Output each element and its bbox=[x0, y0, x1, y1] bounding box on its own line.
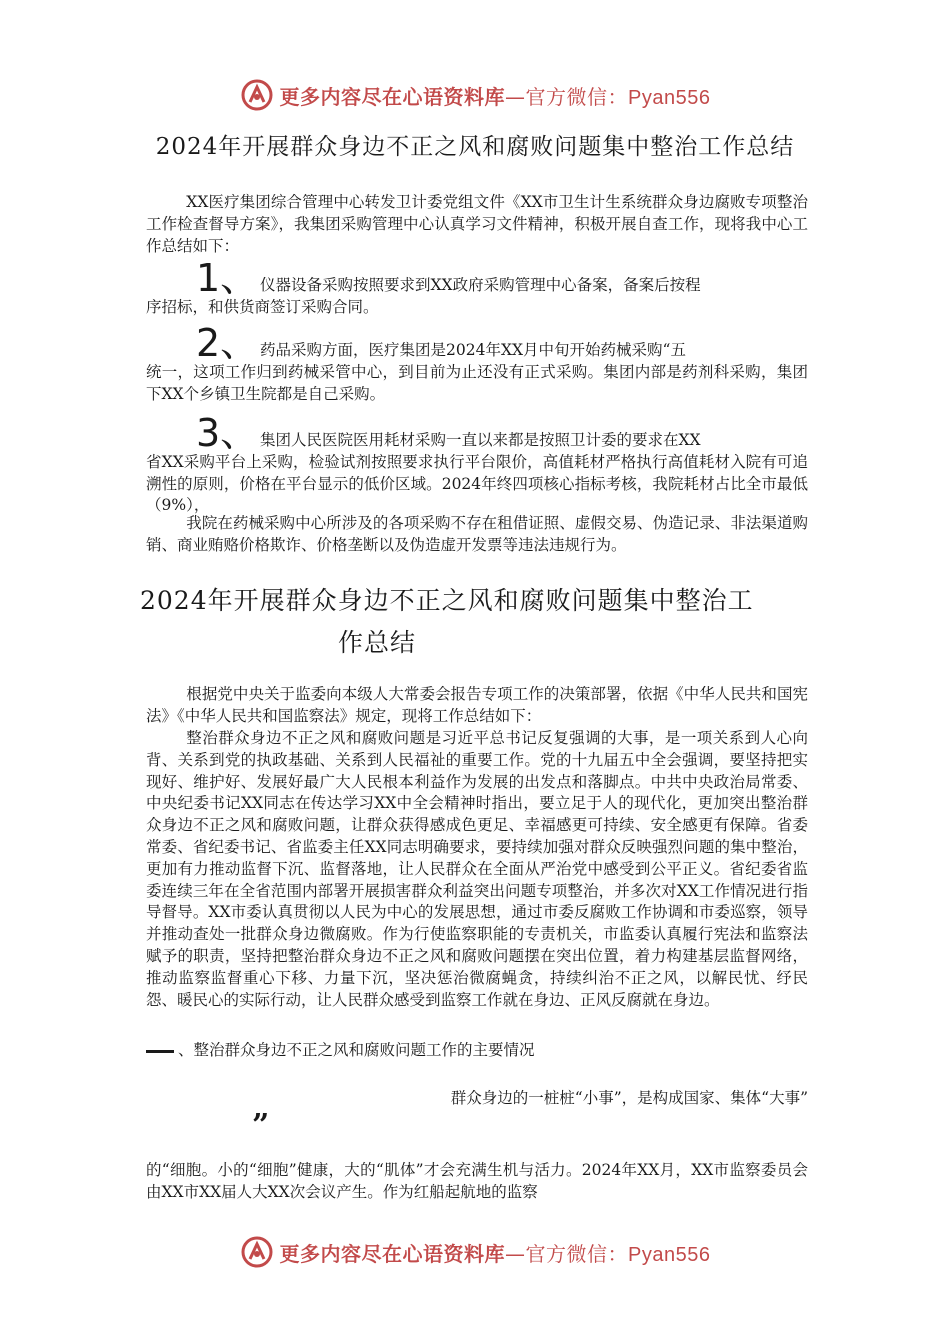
section-heading-text: 、整治群众身边不正之风和腐败问题工作的主要情况 bbox=[178, 1041, 535, 1059]
watermark-dash: — bbox=[505, 84, 526, 109]
quote-mark: ” bbox=[252, 1108, 270, 1143]
section-dash bbox=[146, 1050, 174, 1053]
item-number: 1、 bbox=[196, 256, 259, 300]
item-first-line: 药品采购方面，医疗集团是2024年XX月中旬开始药械采购“五 bbox=[260, 341, 686, 359]
item-rest: 统一，这项工作归到药械采管中心，到目前为止还没有正式采购。集团内部是药剂科采购，集团下XX个乡镇卫生院都是自己采购。 bbox=[146, 362, 808, 403]
item-rest: 省XX采购平台上采购，检验试剂按照要求执行平台限价，高值耗材严格执行高值耗材入院有可追溯性的原则，价格在平台显示的低价区域。2024年终四项核心指标考核，我院耗材占比全市最低（9%）， bbox=[146, 452, 808, 515]
item-first-line: 仪器设备采购按照要求到XX政府采购管理中心备案，备案后按程 bbox=[260, 276, 701, 294]
doc2-paragraph-3: 的“细胞。小的“细胞”健康，大的“肌体”才会充满生机与活力。2024年XX月，XX市监察委员会由XX市XX届人大XX次会议产生。作为红船起航地的监察 bbox=[146, 1161, 808, 1201]
doc2-right-line: 群众身边的一桩桩“小事”，是构成国家、集体“大事” bbox=[450, 1089, 808, 1107]
footer-watermark bbox=[0, 1232, 950, 1272]
logo-icon bbox=[240, 1235, 274, 1269]
watermark-contact: 官方微信： bbox=[525, 84, 629, 109]
watermark-text: 更多内容尽在心语资料库 bbox=[279, 1241, 506, 1266]
item-first-line: 集团人民医院医用耗材采购一直以来都是按照卫计委的要求在XX bbox=[260, 431, 701, 449]
item-number: 2、 bbox=[196, 321, 259, 365]
doc1-closing: 我院在药械采购中心所涉及的各项采购不存在租借证照、虚假交易、伪造记录、非法渠道购销、商业贿赂价格欺诈、价格垄断以及伪造虚开发票等违法违规行为。 bbox=[146, 514, 808, 554]
watermark-text: 更多内容尽在心语资料库 bbox=[279, 84, 506, 109]
doc1-item-1 bbox=[146, 256, 808, 319]
doc2-paragraph-2: 整治群众身边不正之风和腐败问题是习近平总书记反复强调的大事，是一项关系到人心向背、关系到党的执政基础、关系到人民福祉的重要工作。党的十九届五中全会强调，要坚持把实现好、维护好、发展好最广大人民根本利益作为发展的出发点和落脚点。中共中央政治局常委、中央纪委书记XX同志在传达学习XX中全会精神时指出，要立足于人的现代化，更加突出整治群众身边不正之风和腐败问题，让群众获得感成色更足、幸福感更可持续、安全感更有保障。省委常委、省纪委书记、省监委主任XX同志明确要求，要持续加强对群众反映强烈问题的集中整治，更加有力推动监督下沉、监督落地，让人民群众在全面从严治党中感受到公平正义。省纪委省监委连续三年在全省范围内部署开展损害群众利益突出问题专项整治，并多次对XX工作情况进行指导督导。XX市委认真贯彻以人民为中心的发展思想，通过市委反腐败工作协调和市委巡察，领导并推动查处一批群众身边微腐败。作为行使监察职能的专责机关，市监委认真履行宪法和监察法赋予的职责，坚持把整治群众身边不正之风和腐败问题摆在突出位置，着力构建基层监督网络，推动监察监督重心下移、力量下沉，坚决惩治微腐蝇贪，持续纠治不正之风，以解民忧、纾民怨、暖民心的实际行动，让人民群众感受到监察工作就在身边、正风反腐就在身边。 bbox=[146, 729, 808, 1009]
watermark-id: Pyan556 bbox=[628, 86, 711, 109]
section-heading bbox=[146, 1038, 808, 1060]
doc1-item-2 bbox=[146, 321, 808, 405]
doc2-title bbox=[140, 580, 830, 664]
doc1-item-3 bbox=[146, 411, 808, 517]
header-watermark bbox=[0, 75, 950, 115]
logo-icon bbox=[240, 78, 274, 112]
item-rest: 序招标，和供货商签订采购合同。 bbox=[146, 297, 379, 316]
watermark-dash: — bbox=[505, 1241, 526, 1266]
doc1-title: 2024年开展群众身边不正之风和腐败问题集中整治工作总结 bbox=[155, 134, 795, 160]
doc1-intro: XX医疗集团综合管理中心转发卫计委党组文件《XX市卫生计生系统群众身边腐败专项整治工作检查督导方案》，我集团采购管理中心认真学习文件精神，积极开展自查工作，现将我中心工作总结如下： bbox=[146, 193, 808, 255]
watermark-contact: 官方微信： bbox=[525, 1241, 629, 1266]
doc2-paragraph-1: 根据党中央关于监委向本级人大常委会报告专项工作的决策部署，依据《中华人民共和国宪法》《中华人民共和国监察法》规定，现将工作总结如下： bbox=[146, 685, 808, 725]
item-number: 3、 bbox=[196, 411, 259, 455]
watermark-id: Pyan556 bbox=[628, 1243, 711, 1266]
doc2-title-line2: 作总结 bbox=[338, 628, 417, 657]
doc2-title-line1: 2024年开展群众身边不正之风和腐败问题集中整治工 bbox=[140, 586, 754, 615]
